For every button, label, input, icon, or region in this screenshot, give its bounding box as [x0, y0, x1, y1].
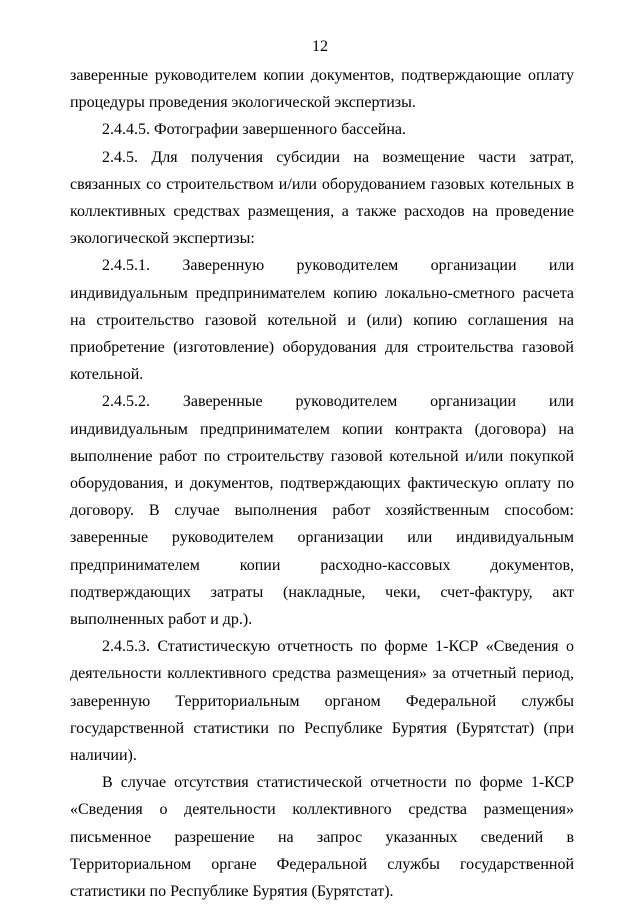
- paragraph-2-4-5-1: 2.4.5.1. Заверенную руководителем организации или индивидуальным предпринимателем копию локально-сметного расчета на строительство газовой котельной и (или) копию соглашения на приобретение (изготовление) оборудования для строительства газовой котельной.: [70, 257, 574, 384]
- document-body: [70, 62, 574, 905]
- paragraph-2-4-5-3: 2.4.5.3. Статистическую отчетность по форме 1-КСР «Сведения о деятельности коллективного средства размещения» за отчетный период, заверенную Территориальным органом Федеральной службы государственной статистики по Республике Бурятия (Бурятстат) (при наличии).: [70, 638, 574, 765]
- paragraph-continuation: заверенные руководителем копии документов, подтверждающие оплату процедуры проведения экологической экспертизы.: [70, 67, 574, 112]
- paragraph-2-4-5-2: 2.4.5.2. Заверенные руководителем организации или индивидуальным предпринимателем копии контракта (договора) на выполнение работ по строительству газовой котельной и/или покупкой оборудования, и документов, подтверждающих фактическую оплату по договору. В случае выполнения работ хозяйственным способом: заверенные руководителем организации или индивидуальным предпринимателем копии расходно-кассовых документов, подтверждающих затраты (накладные, чеки, счет-фактуру, акт выполненных работ и др.).: [70, 393, 574, 629]
- paragraph-2-4-5: 2.4.5. Для получения субсидии на возмещение части затрат, связанных со строительством и/или оборудованием газовых котельных в коллективных средствах размещения, а также расходов на проведение экологической экспертизы:: [70, 148, 574, 248]
- page-number: 12: [312, 38, 328, 55]
- paragraph-2-4-4-5: 2.4.4.5. Фотографии завершенного бассейна.: [102, 121, 407, 139]
- paragraph-absence-case: В случае отсутствия статистической отчетности по форме 1-КСР «Сведения о деятельности коллективного средства размещения» письменное разрешение на запрос указанных сведений в Территориальном органе Федеральной службы государственной статистики по Республике Бурятия (Бурятстат).: [70, 774, 574, 901]
